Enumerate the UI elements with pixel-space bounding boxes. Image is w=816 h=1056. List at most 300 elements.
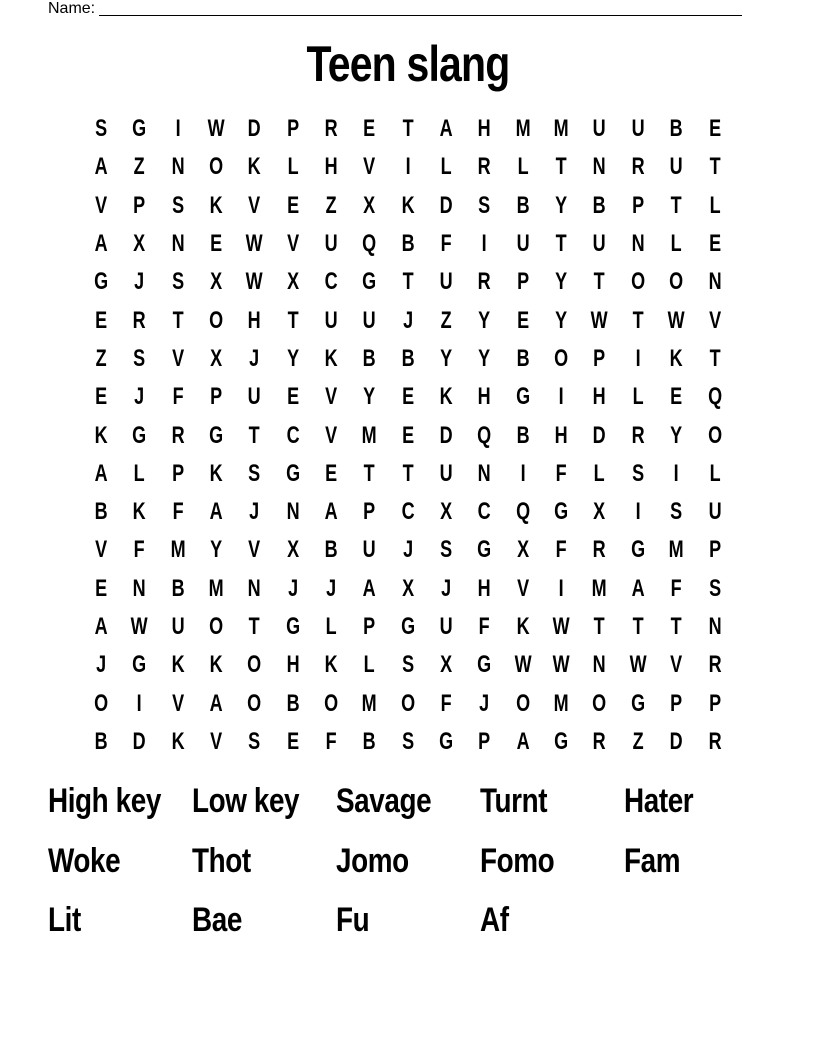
grid-letter: V [286, 230, 299, 258]
grid-letter: K [516, 613, 530, 640]
grid-letter: B [669, 115, 683, 143]
grid-letter: K [209, 651, 223, 679]
grid-letter: K [209, 459, 223, 487]
grid-letter: X [210, 344, 223, 372]
grid-letter: X [133, 230, 146, 258]
grid-letter: U [439, 268, 453, 296]
grid-letter: W [207, 115, 225, 143]
grid-letter: M [553, 115, 569, 143]
grid-letter: X [440, 651, 453, 679]
grid-letter: E [95, 306, 108, 334]
grid-letter: P [210, 383, 223, 411]
grid-letter: B [286, 689, 300, 717]
grid-letter: E [708, 230, 721, 258]
grid-letter: Y [478, 344, 491, 372]
grid-letter: G [209, 421, 224, 449]
grid-letter: Q [515, 498, 530, 526]
grid-letter: T [632, 613, 644, 640]
grid-letter: T [632, 306, 644, 334]
grid-letter: X [286, 268, 299, 296]
grid-letter: R [171, 421, 185, 449]
grid-letter: X [363, 191, 376, 219]
grid-letter: Y [478, 306, 491, 334]
grid-letter: W [591, 306, 609, 334]
grid-letter: P [516, 268, 529, 296]
grid-letter: P [363, 498, 376, 526]
grid-letter: U [324, 306, 338, 334]
grid-letter: M [208, 574, 224, 602]
grid-letter: K [94, 421, 108, 449]
grid-letter: F [555, 536, 567, 564]
grid-letter: N [631, 230, 645, 258]
grid-letter: H [593, 383, 607, 411]
grid-letter: A [209, 498, 223, 526]
grid-letter: P [708, 536, 721, 564]
grid-letter: S [171, 191, 184, 219]
grid-letter: F [479, 613, 491, 640]
grid-letter: Z [325, 191, 337, 219]
grid-letter: Y [440, 344, 453, 372]
grid-letter: P [286, 115, 299, 143]
grid-letter: S [401, 651, 414, 679]
grid-letter: I [635, 498, 641, 526]
word-list-item: Savage [336, 782, 432, 820]
grid-letter: D [439, 421, 453, 449]
grid-letter: O [707, 421, 722, 449]
grid-letter: G [400, 613, 415, 640]
grid-letter: U [439, 613, 453, 640]
grid-letter: E [286, 191, 299, 219]
grid-letter: G [362, 268, 377, 296]
word-list-item: Fu [336, 901, 370, 939]
grid-letter: O [209, 306, 224, 334]
grid-letter: L [709, 191, 721, 219]
word-list-item: Woke [48, 841, 121, 880]
grid-letter: T [709, 344, 721, 372]
grid-letter: L [440, 153, 452, 181]
grid-letter: L [632, 383, 644, 411]
name-label: Name: [48, 0, 96, 17]
grid-letter: Y [555, 268, 568, 296]
grid-letter: N [593, 651, 607, 679]
grid-letter: Z [632, 727, 644, 755]
grid-letter: K [209, 191, 223, 219]
grid-letter: M [515, 115, 531, 143]
grid-letter: X [401, 574, 414, 602]
grid-letter: G [132, 115, 147, 143]
grid-letter: U [363, 306, 377, 334]
grid-letter: H [478, 115, 492, 143]
grid-letter: L [594, 459, 606, 487]
word-list-item: Turnt [480, 782, 548, 820]
grid-letter: N [133, 574, 147, 602]
grid-letter: G [132, 651, 147, 679]
grid-letter: H [286, 651, 300, 679]
grid-letter: G [285, 613, 300, 640]
grid-letter: W [246, 268, 264, 296]
grid-letter: B [94, 498, 108, 526]
grid-letter: K [248, 153, 262, 181]
grid-letter: Y [210, 536, 223, 564]
grid-letter: M [170, 536, 186, 564]
grid-letter: K [171, 651, 185, 679]
grid-letter: L [325, 613, 337, 640]
grid-letter: T [287, 306, 299, 334]
grid-letter: G [515, 383, 530, 411]
grid-letter: F [134, 536, 146, 564]
grid-letter: R [324, 115, 338, 143]
grid-letter: X [516, 536, 529, 564]
grid-letter: D [669, 727, 683, 755]
grid-letter: T [402, 115, 414, 143]
grid-letter: I [482, 230, 488, 258]
grid-letter: O [554, 344, 569, 372]
grid-letter: Y [555, 191, 568, 219]
grid-letter: X [286, 536, 299, 564]
grid-letter: H [478, 383, 492, 411]
grid-letter: Y [555, 306, 568, 334]
grid-letter: O [94, 689, 109, 717]
grid-letter: V [708, 306, 721, 334]
grid-letter: Z [95, 344, 107, 372]
grid-letter: A [209, 689, 223, 717]
grid-letter: W [514, 651, 532, 679]
grid-letter: U [248, 383, 262, 411]
grid-letter: Y [286, 344, 299, 372]
grid-letter: O [400, 689, 415, 717]
grid-letter: E [95, 383, 108, 411]
grid-letter: D [133, 727, 147, 755]
grid-letter: H [248, 306, 262, 334]
grid-letter: I [175, 115, 181, 143]
grid-letter: G [554, 498, 569, 526]
grid-letter: F [670, 574, 682, 602]
grid-letter: H [324, 153, 338, 181]
grid-letter: V [670, 651, 683, 679]
grid-letter: S [440, 536, 453, 564]
grid-letter: I [520, 459, 526, 487]
grid-letter: T [709, 153, 721, 181]
grid-letter: E [401, 421, 414, 449]
grid-letter: F [172, 498, 184, 526]
grid-letter: A [94, 613, 108, 640]
grid-letter: S [133, 344, 146, 372]
grid-letter: I [558, 574, 564, 602]
grid-letter: W [552, 651, 570, 679]
grid-letter: R [708, 651, 722, 679]
grid-letter: T [249, 421, 261, 449]
grid-letter: V [210, 727, 223, 755]
word-list-item: Low key [192, 782, 300, 820]
grid-letter: J [249, 344, 260, 372]
grid-letter: A [439, 115, 453, 143]
grid-letter: A [631, 574, 645, 602]
grid-letter: F [440, 689, 452, 717]
grid-letter: D [593, 421, 607, 449]
grid-letter: M [362, 421, 378, 449]
name-field [48, 0, 742, 18]
grid-letter: C [324, 268, 338, 296]
word-list-item: High key [48, 782, 161, 820]
grid-letter: G [94, 268, 109, 296]
grid-letter: B [401, 230, 415, 258]
grid-letter: E [286, 383, 299, 411]
grid-letter: F [172, 383, 184, 411]
grid-letter: G [477, 536, 492, 564]
grid-letter: Q [362, 230, 377, 258]
grid-letter: C [286, 421, 300, 449]
grid-letter: L [364, 651, 376, 679]
grid-letter: V [325, 421, 338, 449]
grid-letter: N [708, 613, 722, 640]
grid-letter: E [401, 383, 414, 411]
grid-letter: K [401, 191, 415, 219]
grid-letter: J [326, 574, 337, 602]
grid-letter: G [285, 459, 300, 487]
grid-letter: N [171, 153, 185, 181]
grid-letter: M [553, 689, 569, 717]
grid-letter: S [478, 191, 491, 219]
grid-letter: V [248, 191, 261, 219]
grid-letter: R [478, 268, 492, 296]
grid-letter: K [669, 344, 683, 372]
grid-letter: L [134, 459, 146, 487]
grid-letter: G [477, 651, 492, 679]
grid-letter: W [131, 613, 149, 640]
grid-letter: A [94, 459, 108, 487]
grid-letter: U [324, 230, 338, 258]
grid-letter: R [593, 727, 607, 755]
grid-letter: P [478, 727, 491, 755]
grid-letter: U [439, 459, 453, 487]
grid-letter: A [324, 498, 338, 526]
grid-letter: F [440, 230, 452, 258]
grid-letter: E [95, 574, 108, 602]
grid-letter: H [478, 574, 492, 602]
grid-letter: L [670, 230, 682, 258]
grid-letter: T [402, 459, 414, 487]
grid-letter: B [324, 536, 338, 564]
grid-letter: P [133, 191, 146, 219]
grid-letter: J [249, 498, 260, 526]
grid-letter: M [362, 689, 378, 717]
grid-letter: B [516, 421, 530, 449]
grid-letter: X [440, 498, 453, 526]
grid-letter: S [708, 574, 721, 602]
grid-letter: G [439, 727, 454, 755]
name-underline [99, 14, 742, 16]
grid-letter: O [247, 689, 262, 717]
word-list [48, 778, 768, 957]
grid-letter: I [405, 153, 411, 181]
grid-letter: O [247, 651, 262, 679]
grid-letter: T [670, 613, 682, 640]
grid-letter: C [401, 498, 415, 526]
grid-letter: O [515, 689, 530, 717]
grid-letter: V [516, 574, 529, 602]
grid-letter: A [94, 153, 108, 181]
grid-letter: T [364, 459, 376, 487]
grid-letter: V [325, 383, 338, 411]
grid-letter: A [516, 727, 530, 755]
grid-letter: N [478, 459, 492, 487]
grid-letter: J [479, 689, 490, 717]
grid-letter: E [210, 230, 223, 258]
word-search-grid [82, 110, 734, 761]
grid-letter: G [132, 421, 147, 449]
grid-letter: M [592, 574, 608, 602]
grid-letter: Y [670, 421, 683, 449]
grid-letter: T [594, 613, 606, 640]
grid-letter: S [401, 727, 414, 755]
grid-letter: B [401, 344, 415, 372]
grid-letter: B [363, 344, 377, 372]
page-title: Teen slang [306, 36, 510, 92]
grid-letter: D [439, 191, 453, 219]
grid-letter: R [631, 153, 645, 181]
grid-letter: M [668, 536, 684, 564]
grid-letter: D [248, 115, 262, 143]
grid-letter: P [593, 344, 606, 372]
grid-letter: J [402, 306, 413, 334]
grid-letter: U [363, 536, 377, 564]
grid-letter: T [402, 268, 414, 296]
grid-letter: T [172, 306, 184, 334]
grid-letter: C [478, 498, 492, 526]
grid-letter: E [325, 459, 338, 487]
grid-letter: J [287, 574, 298, 602]
grid-letter: L [287, 153, 299, 181]
grid-letter: U [593, 230, 607, 258]
grid-letter: S [670, 498, 683, 526]
grid-letter: N [708, 268, 722, 296]
grid-letter: I [635, 344, 641, 372]
grid-letter: R [478, 153, 492, 181]
grid-letter: E [708, 115, 721, 143]
grid-letter: V [248, 536, 261, 564]
grid-letter: U [171, 613, 185, 640]
grid-letter: O [324, 689, 339, 717]
grid-letter: O [669, 268, 684, 296]
word-list-item: Fomo [480, 841, 555, 880]
grid-letter: G [630, 689, 645, 717]
grid-letter: R [631, 421, 645, 449]
grid-letter: B [363, 727, 377, 755]
grid-letter: Z [440, 306, 452, 334]
grid-letter: P [708, 689, 721, 717]
grid-letter: U [593, 115, 607, 143]
grid-letter: K [324, 651, 338, 679]
grid-letter: B [593, 191, 607, 219]
grid-letter: B [516, 344, 530, 372]
grid-letter: N [286, 498, 300, 526]
grid-letter: Y [363, 383, 376, 411]
grid-letter: K [171, 727, 185, 755]
grid-letter: E [286, 727, 299, 755]
grid-letter: K [439, 383, 453, 411]
grid-letter: Q [477, 421, 492, 449]
grid-letter: W [552, 613, 570, 640]
grid-letter: K [133, 498, 147, 526]
grid-letter: S [248, 459, 261, 487]
grid-letter: R [593, 536, 607, 564]
word-list-item: Lit [48, 901, 81, 939]
grid-letter: Z [134, 153, 146, 181]
grid-letter: P [631, 191, 644, 219]
grid-letter: U [708, 498, 722, 526]
grid-letter: B [516, 191, 530, 219]
grid-letter: T [249, 613, 261, 640]
grid-letter: K [324, 344, 338, 372]
grid-letter: R [133, 306, 147, 334]
grid-letter: W [629, 651, 647, 679]
grid-letter: E [363, 115, 376, 143]
grid-letter: N [593, 153, 607, 181]
grid-letter: E [670, 383, 683, 411]
grid-letter: Q [707, 383, 722, 411]
grid-letter: S [171, 268, 184, 296]
grid-letter: G [554, 727, 569, 755]
grid-letter: R [708, 727, 722, 755]
grid-letter: O [209, 613, 224, 640]
grid-letter: V [171, 689, 184, 717]
grid-letter: X [593, 498, 606, 526]
grid-letter: P [171, 459, 184, 487]
word-list-item: Thot [192, 841, 251, 880]
grid-letter: F [555, 459, 567, 487]
word-list-item: Af [480, 901, 509, 939]
grid-letter: S [631, 459, 644, 487]
grid-letter: S [248, 727, 261, 755]
grid-letter: W [246, 230, 264, 258]
grid-letter: L [517, 153, 529, 181]
grid-letter: S [95, 115, 108, 143]
grid-letter: W [667, 306, 685, 334]
grid-letter: J [134, 383, 145, 411]
grid-letter: J [96, 651, 107, 679]
grid-letter: T [555, 153, 567, 181]
grid-letter: P [670, 689, 683, 717]
grid-letter: L [709, 459, 721, 487]
grid-letter: F [325, 727, 337, 755]
word-list-item: Fam [624, 841, 681, 880]
grid-letter: J [441, 574, 452, 602]
grid-letter: I [558, 383, 564, 411]
grid-letter: B [171, 574, 185, 602]
grid-letter: U [631, 115, 645, 143]
grid-letter: I [137, 689, 143, 717]
grid-letter: N [248, 574, 262, 602]
grid-letter: N [171, 230, 185, 258]
grid-letter: O [630, 268, 645, 296]
word-list-item: Jomo [336, 841, 409, 880]
grid-letter: V [171, 344, 184, 372]
grid-letter: A [363, 574, 377, 602]
grid-letter: O [592, 689, 607, 717]
grid-letter: V [363, 153, 376, 181]
grid-letter: T [670, 191, 682, 219]
grid-letter: P [363, 613, 376, 640]
grid-letter: G [630, 536, 645, 564]
word-list-item: Hater [624, 782, 694, 820]
grid-letter: O [209, 153, 224, 181]
grid-letter: V [95, 536, 108, 564]
grid-letter: B [94, 727, 108, 755]
grid-letter: I [673, 459, 679, 487]
word-list-item: Bae [192, 901, 242, 939]
grid-letter: V [95, 191, 108, 219]
grid-letter: T [555, 230, 567, 258]
